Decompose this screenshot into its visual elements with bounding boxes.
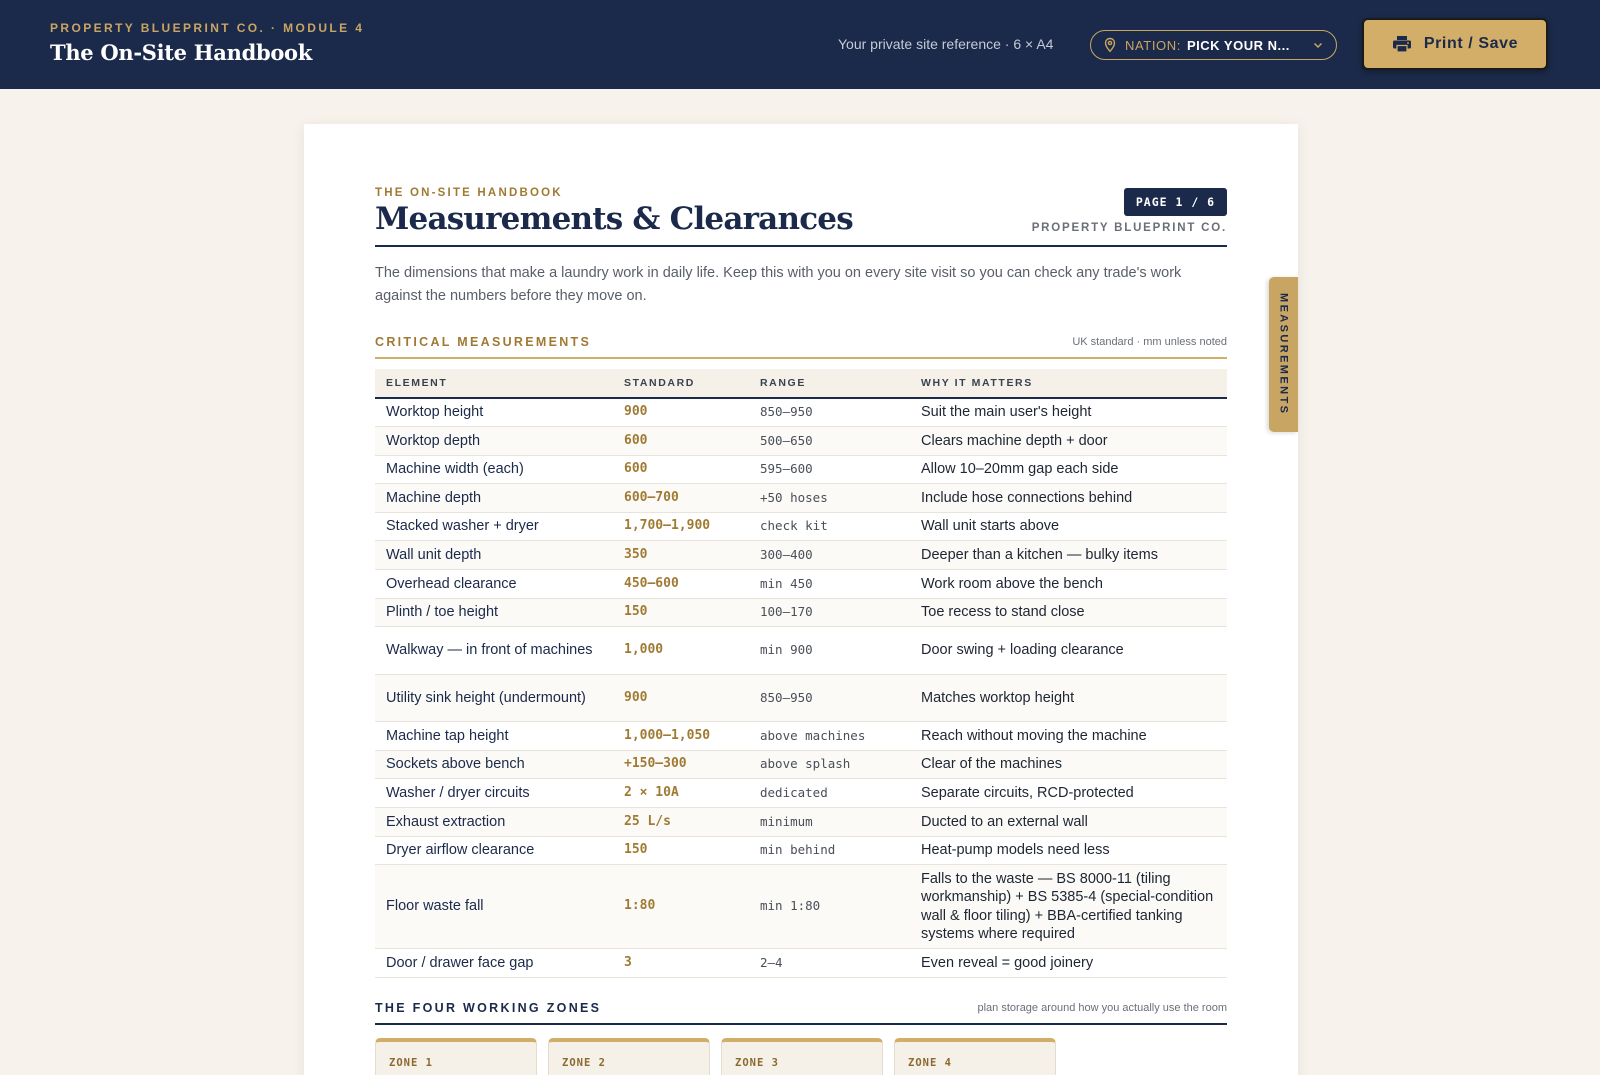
table-row [375,541,1227,570]
cell-element: Stacked washer + dryer [375,512,613,541]
cell-range: min 450 [749,570,910,599]
table-row [375,484,1227,513]
cell-element: Dryer airflow clearance [375,836,613,865]
cell-why: Reach without moving the machine [910,722,1227,751]
cell-range: above splash [749,750,910,779]
cell-standard: +150–300 [613,750,749,779]
zone-card [375,1038,537,1075]
table-row [375,722,1227,751]
cell-standard: 1:80 [613,865,749,949]
column-header: RANGE [749,369,910,398]
cell-standard: 3 [613,949,749,978]
page-number-badge: PAGE 1 / 6 [1124,188,1227,216]
table-row [375,598,1227,627]
cell-range: above machines [749,722,910,751]
table-row [375,398,1227,427]
cell-standard: 900 [613,398,749,427]
section-title: CRITICAL MEASUREMENTS [375,335,592,349]
page-kicker: THE ON-SITE HANDBOOK [375,187,563,199]
zone-label: ZONE 3 [735,1057,779,1069]
cell-element: Overhead clearance [375,570,613,599]
cell-element: Exhaust extraction [375,808,613,837]
cell-why: Clears machine depth + door [910,427,1227,456]
cell-element: Washer / dryer circuits [375,779,613,808]
table-row [375,865,1227,949]
zone-card [721,1038,883,1075]
zone-label: ZONE 2 [562,1057,606,1069]
cell-why: Separate circuits, RCD-protected [910,779,1227,808]
cell-why: Deeper than a kitchen — bulky items [910,541,1227,570]
column-header: WHY IT MATTERS [910,369,1227,398]
cell-why: Heat-pump models need less [910,836,1227,865]
side-tab-label: MEASUREMENTS [1277,293,1290,416]
section-note: plan storage around how you actually use the room [977,1002,1227,1014]
zone-cards [375,1038,1056,1075]
cell-element: Plinth / toe height [375,598,613,627]
measurements-table [375,369,1227,978]
cell-range: minimum [749,808,910,837]
cell-range: 500–650 [749,427,910,456]
table-row [375,808,1227,837]
cell-standard: 600–700 [613,484,749,513]
cell-why: Work room above the bench [910,570,1227,599]
page-intro: The dimensions that make a laundry work in daily life. Keep this with you on every site visit so you can check any trade's work against the numbers before they move on. [375,265,1182,304]
cell-range: 100–170 [749,598,910,627]
cell-why: Falls to the waste — BS 8000-11 (tiling workmanship) + BS 5385-4 (special-condition wall & floor tiling) + BBA-certified tanking systems where required [910,865,1227,949]
zone-card [548,1038,710,1075]
table-header-row [375,369,1227,398]
cell-range: min 1:80 [749,865,910,949]
app-title: The On-Site Handbook [50,40,313,65]
cell-why: Door swing + loading clearance [910,627,1227,675]
cell-standard: 1,700–1,900 [613,512,749,541]
cell-element: Sockets above bench [375,750,613,779]
title-divider [375,245,1227,247]
cell-standard: 1,000 [613,627,749,675]
page-title: Measurements & Clearances [375,201,853,237]
print-save-button[interactable] [1362,18,1548,70]
cell-range: 850–950 [749,398,910,427]
cell-why: Clear of the machines [910,750,1227,779]
cell-standard: 600 [613,455,749,484]
printer-icon [1392,35,1412,53]
cell-element: Wall unit depth [375,541,613,570]
cell-why: Even reveal = good joinery [910,949,1227,978]
section-critical-measurements [375,335,1227,359]
side-tab-measurements[interactable] [1269,277,1298,432]
cell-standard: 25 L/s [613,808,749,837]
section-title: THE FOUR WORKING ZONES [375,1001,602,1015]
table-row [375,512,1227,541]
cell-range: min behind [749,836,910,865]
cell-standard: 900 [613,674,749,722]
top-bar [0,0,1600,89]
cell-element: Utility sink height (undermount) [375,674,613,722]
cell-standard: 150 [613,836,749,865]
table-row [375,836,1227,865]
cell-range: +50 hoses [749,484,910,513]
cell-element: Worktop height [375,398,613,427]
zone-label: ZONE 4 [908,1057,952,1069]
cell-element: Worktop depth [375,427,613,456]
cell-element: Door / drawer face gap [375,949,613,978]
cell-range: 2–4 [749,949,910,978]
table-row [375,570,1227,599]
table-row [375,427,1227,456]
cell-why: Matches worktop height [910,674,1227,722]
cell-element: Machine tap height [375,722,613,751]
table-row [375,674,1227,722]
cell-standard: 2 × 10A [613,779,749,808]
cell-range: 595–600 [749,455,910,484]
cell-element: Machine width (each) [375,455,613,484]
cell-range: 850–950 [749,674,910,722]
cell-range: check kit [749,512,910,541]
cell-element: Walkway — in front of machines [375,627,613,675]
column-header: ELEMENT [375,369,613,398]
nation-value: PICK YOUR N... [1186,37,1290,53]
cell-why: Toe recess to stand close [910,598,1227,627]
column-header: STANDARD [613,369,749,398]
cell-why: Suit the main user's height [910,398,1227,427]
section-working-zones [375,1001,1227,1025]
brand-kicker: PROPERTY BLUEPRINT CO. · MODULE 4 [50,21,365,35]
cell-why: Wall unit starts above [910,512,1227,541]
table-row [375,750,1227,779]
table-row [375,779,1227,808]
cell-element: Floor waste fall [375,865,613,949]
cell-range: min 900 [749,627,910,675]
cell-standard: 600 [613,427,749,456]
nation-label: NATION: [1125,37,1181,53]
cell-standard: 150 [613,598,749,627]
cell-standard: 1,000–1,050 [613,722,749,751]
cell-why: Include hose connections behind [910,484,1227,513]
zone-label: ZONE 1 [389,1057,433,1069]
map-pin-icon [1102,37,1118,53]
print-save-label: Print / Save [1423,35,1519,52]
chevron-down-icon [1312,39,1324,51]
cell-range: dedicated [749,779,910,808]
cell-standard: 350 [613,541,749,570]
section-note: UK standard · mm unless noted [1072,336,1227,348]
nation-select[interactable] [1090,30,1337,60]
cell-range: 300–400 [749,541,910,570]
site-reference: Your private site reference · 6 × A4 [838,36,1054,52]
cell-element: Machine depth [375,484,613,513]
cell-why: Allow 10–20mm gap each side [910,455,1227,484]
company-name: PROPERTY BLUEPRINT CO. [1031,222,1227,234]
zone-card [894,1038,1056,1075]
table-row [375,627,1227,675]
table-row [375,455,1227,484]
table-row [375,949,1227,978]
cell-why: Ducted to an external wall [910,808,1227,837]
cell-standard: 450–600 [613,570,749,599]
